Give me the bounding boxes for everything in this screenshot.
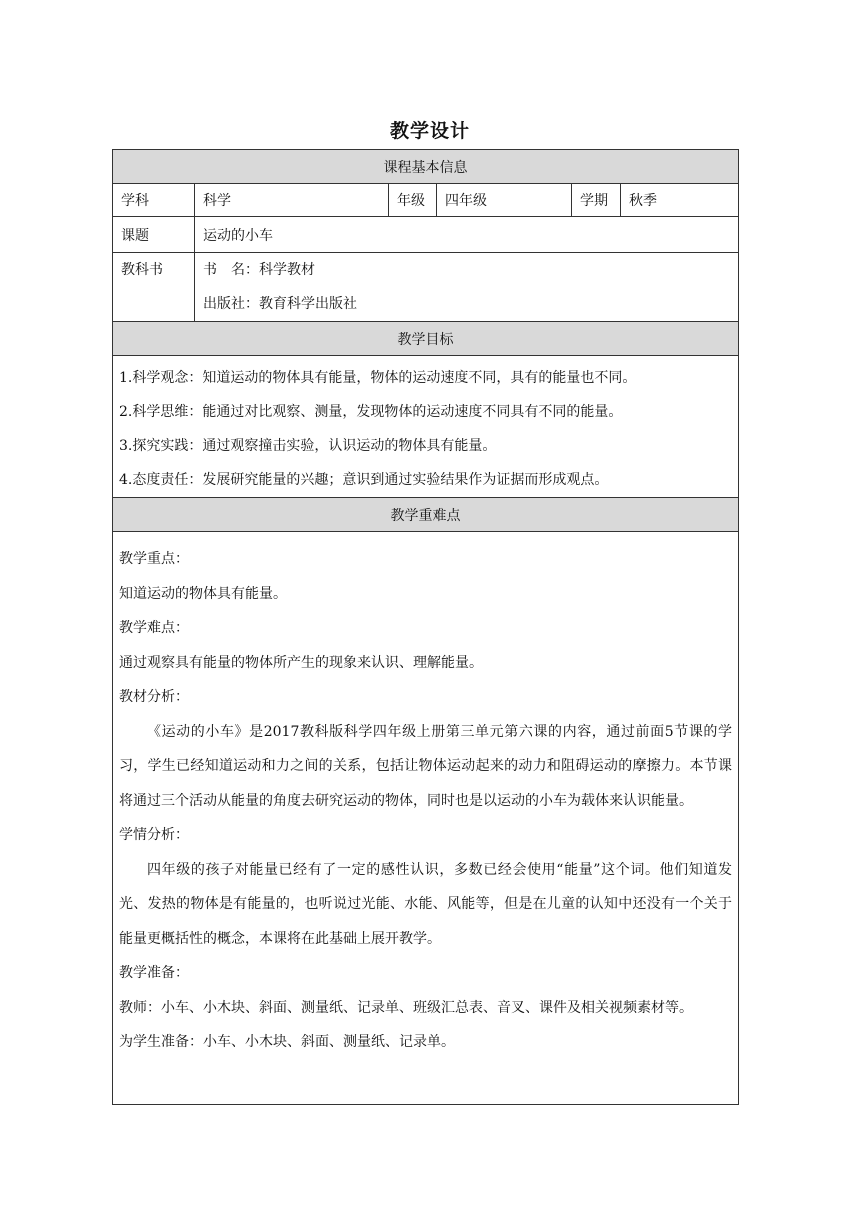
- basic-info-section-title: 课程基本信息: [113, 150, 739, 184]
- objective-item: 3.探究实践：通过观察撞击实验，认识运动的物体具有能量。: [119, 438, 497, 454]
- objective-item: 4.态度责任：发展研究能量的兴趣；意识到通过实验结果作为证据而形成观点。: [119, 472, 609, 488]
- preparation-label: 教学准备：: [119, 965, 189, 981]
- grade-label: 年级: [389, 184, 437, 217]
- topic-row: [113, 217, 739, 253]
- student-analysis-text: 四年级的孩子对能量已经有了一定的感性认识，多数已经会使用“能量”这个词。他们知道发光、发热的物体是有能量的，也听说过光能、水能、风能等，但是在儿童的认知中还没有一个关于能量更概括性的概念，本课将在此基础上展开教学。: [119, 861, 733, 947]
- textbook-row: [113, 253, 739, 322]
- objective-item: 1.科学观念：知道运动的物体具有能量，物体的运动速度不同，具有的能量也不同。: [119, 370, 637, 386]
- key-points-section-title: 教学重难点: [113, 498, 739, 532]
- basic-info-header-row: [113, 150, 739, 184]
- topic-label: 课题: [113, 217, 195, 253]
- material-analysis-label: 教材分析：: [119, 689, 189, 705]
- focus-text: 知道运动的物体具有能量。: [119, 585, 287, 602]
- objectives-cell: [113, 356, 739, 498]
- lesson-design-table: [112, 149, 739, 1105]
- textbook-publisher: 出版社：教育科学出版社: [203, 296, 357, 312]
- key-points-header-row: [113, 498, 739, 532]
- key-points-cell: [113, 532, 739, 1105]
- student-preparation: 为学生准备：小车、小木块、斜面、测量纸、记录单。: [119, 1034, 455, 1050]
- difficulty-label: 教学难点：: [119, 620, 189, 636]
- teacher-preparation: 教师：小车、小木块、斜面、测量纸、记录单、班级汇总表、音叉、课件及相关视频素材等。: [119, 999, 693, 1016]
- textbook-label: 教科书: [121, 262, 163, 278]
- topic-value: 运动的小车: [195, 217, 739, 253]
- document-title: 教学设计: [389, 120, 470, 142]
- grade-value: 四年级: [437, 184, 572, 217]
- subject-label: 学科: [113, 184, 195, 217]
- textbook-label-cell: [113, 253, 195, 322]
- student-analysis-label: 学情分析：: [119, 827, 189, 843]
- term-label: 学期: [572, 184, 621, 217]
- objectives-section-title: 教学目标: [113, 322, 739, 356]
- textbook-name: 书 名：科学教材: [203, 262, 315, 278]
- key-points-row: [113, 532, 739, 1105]
- term-value: 秋季: [621, 184, 739, 217]
- focus-label: 教学重点：: [119, 551, 189, 567]
- objectives-header-row: [113, 322, 739, 356]
- difficulty-text: 通过观察具有能量的物体所产生的现象来认识、理解能量。: [119, 654, 483, 671]
- textbook-info-cell: [195, 253, 739, 322]
- objective-item: 2.科学思维：能通过对比观察、测量，发现物体的运动速度不同具有不同的能量。: [119, 404, 623, 420]
- material-analysis-text: 《运动的小车》是2017教科版科学四年级上册第三单元第六课的内容，通过前面5节课的学习，学生已经知道运动和力之间的关系，包括让物体运动起来的动力和阻碍运动的摩擦力。本节课将通过三个活动从能量的角度去研究运动的物体，同时也是以运动的小车为载体来认识能量。: [119, 723, 733, 809]
- subject-value: 科学: [195, 184, 389, 217]
- objectives-row: [113, 356, 739, 498]
- subject-row: [113, 184, 739, 217]
